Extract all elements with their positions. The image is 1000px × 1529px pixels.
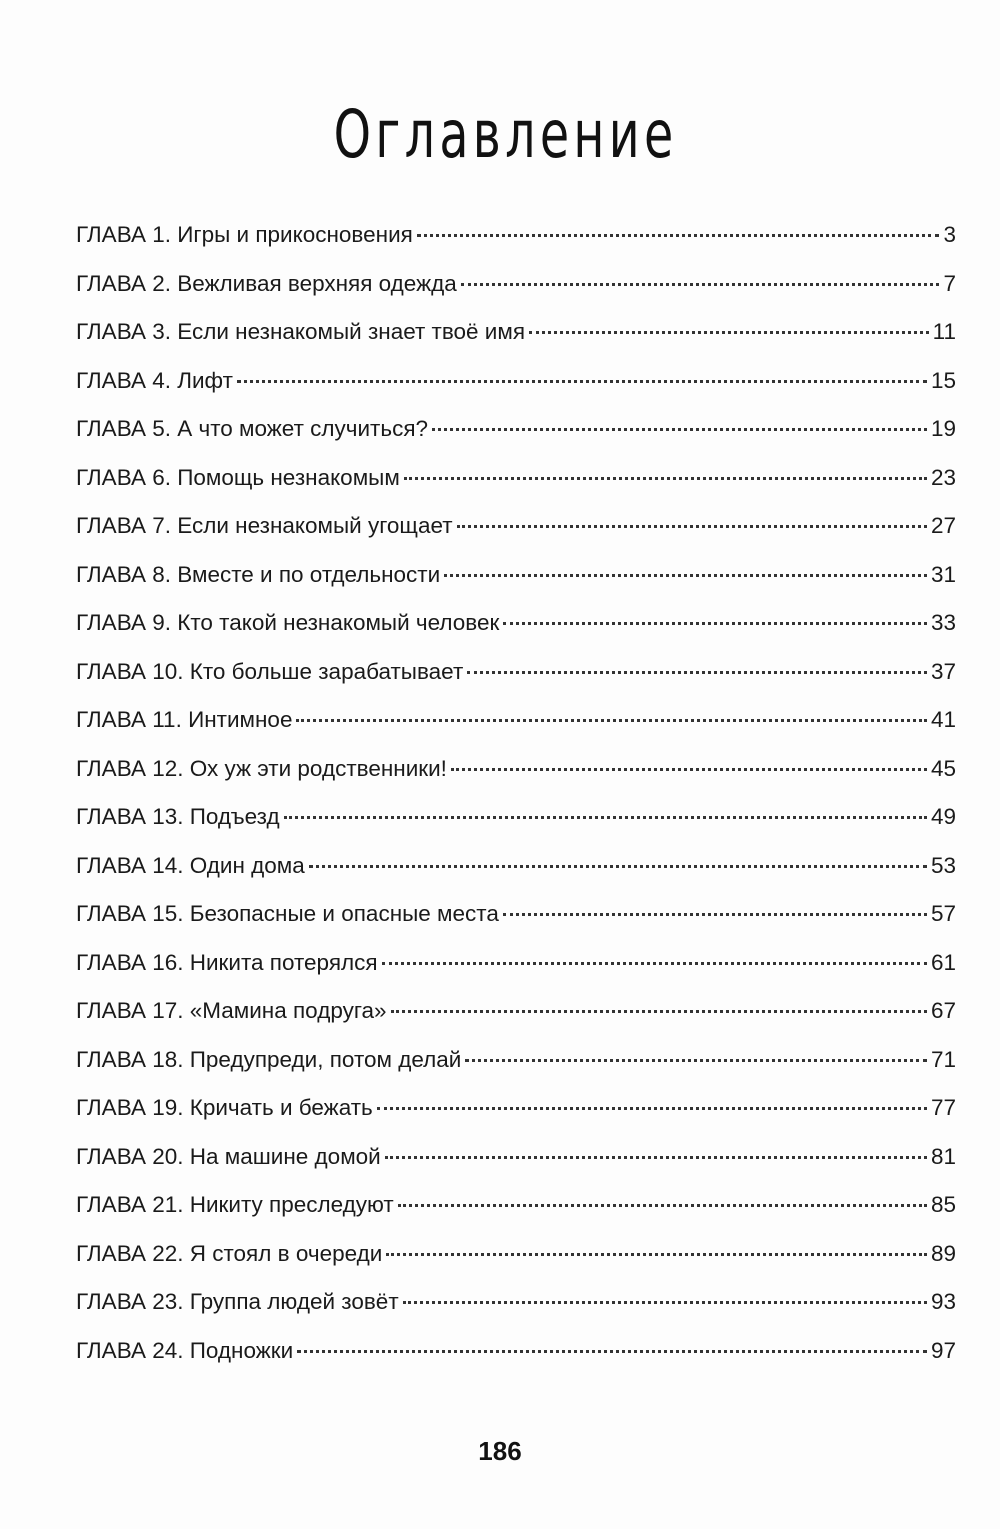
dot-leader	[529, 331, 929, 334]
toc-entry	[76, 804, 956, 853]
toc-entry-title: ГЛАВА 4. Лифт	[76, 367, 233, 393]
dot-leader	[444, 574, 927, 577]
toc-entry-title: ГЛАВА 15. Безопасные и опасные места	[76, 901, 499, 926]
dot-leader	[382, 962, 927, 965]
toc-entry-title: ГЛАВА 11. Интимное	[76, 707, 293, 732]
toc-entry-page: 19	[930, 416, 956, 441]
toc-entry	[76, 319, 956, 368]
toc-entry	[76, 416, 956, 465]
toc-entry	[76, 707, 956, 756]
dot-leader	[398, 1204, 927, 1207]
toc-entry	[76, 271, 956, 320]
toc-entry-title: ГЛАВА 7. Если незнакомый угощает	[76, 513, 453, 538]
toc-entry-title: ГЛАВА 20. На машине домой	[76, 1143, 381, 1169]
toc-entry-page: 7	[943, 270, 956, 296]
toc-entry-page: 77	[930, 1095, 956, 1120]
toc-entry	[76, 562, 956, 611]
toc-entry-page: 49	[930, 804, 956, 829]
toc-entry-page: 93	[930, 1289, 956, 1314]
toc-entry-page: 31	[930, 561, 956, 587]
toc-entry	[76, 1047, 956, 1096]
dot-leader	[284, 816, 927, 819]
toc-entry-title: ГЛАВА 16. Никита потерялся	[76, 949, 378, 975]
dot-leader	[404, 477, 927, 480]
toc-entry	[76, 1241, 956, 1290]
toc-entry	[76, 950, 956, 999]
toc-entry	[76, 998, 956, 1047]
toc-entry	[76, 1144, 956, 1193]
toc-entry-page: 3	[943, 222, 956, 247]
dot-leader	[432, 428, 927, 431]
toc-entry-title: ГЛАВА 9. Кто такой незнакомый человек	[76, 610, 500, 635]
toc-entry-page: 27	[930, 513, 956, 538]
toc-entry-page: 67	[930, 998, 956, 1023]
toc-entry-title: ГЛАВА 1. Игры и прикосновения	[76, 222, 413, 247]
toc-entry-title: ГЛАВА 8. Вместе и по отдельности	[76, 561, 441, 587]
toc-entry-page: 11	[932, 319, 956, 344]
toc-entry-page: 61	[930, 949, 956, 975]
toc-entry-title: ГЛАВА 10. Кто больше зарабатывает	[76, 658, 464, 684]
toc-entry	[76, 368, 956, 417]
dot-leader	[467, 671, 927, 674]
dot-leader	[451, 768, 927, 771]
toc-entry	[76, 901, 956, 950]
toc-entry	[76, 610, 956, 659]
toc-entry-page: 53	[930, 852, 956, 878]
toc-entry-page: 81	[930, 1143, 956, 1169]
toc-entry-page: 15	[930, 367, 956, 393]
toc-entry-page: 85	[930, 1192, 956, 1217]
toc-entry-page: 97	[930, 1337, 956, 1363]
dot-leader	[296, 719, 927, 722]
toc-entry	[76, 1095, 956, 1144]
dot-leader	[403, 1301, 927, 1304]
toc-entry	[76, 465, 956, 514]
toc-entry-title: ГЛАВА 24. Подножки	[76, 1337, 294, 1363]
toc-entry	[76, 1192, 956, 1241]
toc-entry-title: ГЛАВА 2. Вежливая верхняя одежда	[76, 270, 457, 296]
dot-leader	[386, 1253, 927, 1256]
toc-entry-title: ГЛАВА 21. Никиту преследуют	[76, 1192, 394, 1217]
toc-entry-title: ГЛАВА 19. Кричать и бежать	[76, 1095, 373, 1120]
dot-leader	[461, 283, 940, 286]
dot-leader	[457, 525, 927, 528]
toc-entry-title: ГЛАВА 18. Предупреди, потом делай	[76, 1046, 462, 1072]
toc-entry-title: ГЛАВА 12. Ох уж эти родственники!	[76, 755, 447, 781]
toc-entry	[76, 1289, 956, 1338]
dot-leader	[309, 865, 927, 868]
toc-entry-title: ГЛАВА 14. Один дома	[76, 852, 305, 878]
table-of-contents	[76, 222, 956, 1386]
toc-entry-page: 37	[930, 658, 956, 684]
dot-leader	[385, 1156, 927, 1159]
toc-entry-page: 71	[930, 1046, 956, 1072]
toc-entry	[76, 513, 956, 562]
page-number: 186	[478, 1436, 522, 1466]
toc-entry	[76, 1338, 956, 1387]
toc-entry	[76, 659, 956, 708]
toc-entry-title: ГЛАВА 3. Если незнакомый знает твоё имя	[76, 319, 526, 344]
toc-entry-page: 33	[930, 610, 956, 635]
dot-leader	[297, 1350, 927, 1353]
toc-entry	[76, 853, 956, 902]
toc-entry-title: ГЛАВА 13. Подъезд	[76, 804, 280, 829]
toc-entry-page: 23	[930, 464, 956, 490]
toc-entry-page: 41	[930, 707, 956, 732]
dot-leader	[503, 913, 927, 916]
toc-entry-title: ГЛАВА 6. Помощь незнакомым	[76, 464, 400, 490]
toc-entry-title: ГЛАВА 5. А что может случиться?	[76, 416, 429, 441]
dot-leader	[237, 380, 927, 383]
toc-entry	[76, 756, 956, 805]
toc-entry	[76, 222, 956, 271]
toc-entry-title: ГЛАВА 22. Я стоял в очереди	[76, 1240, 383, 1266]
dot-leader	[503, 622, 927, 625]
dot-leader	[417, 234, 940, 237]
toc-entry-page: 45	[930, 755, 956, 781]
page-title: Оглавление	[333, 96, 678, 174]
toc-entry-title: ГЛАВА 17. «Мамина подруга»	[76, 998, 387, 1023]
dot-leader	[391, 1010, 927, 1013]
toc-entry-page: 89	[930, 1240, 956, 1266]
toc-entry-page: 57	[930, 901, 956, 926]
toc-entry-title: ГЛАВА 23. Группа людей зовёт	[76, 1289, 399, 1314]
dot-leader	[465, 1059, 927, 1062]
dot-leader	[377, 1107, 927, 1110]
